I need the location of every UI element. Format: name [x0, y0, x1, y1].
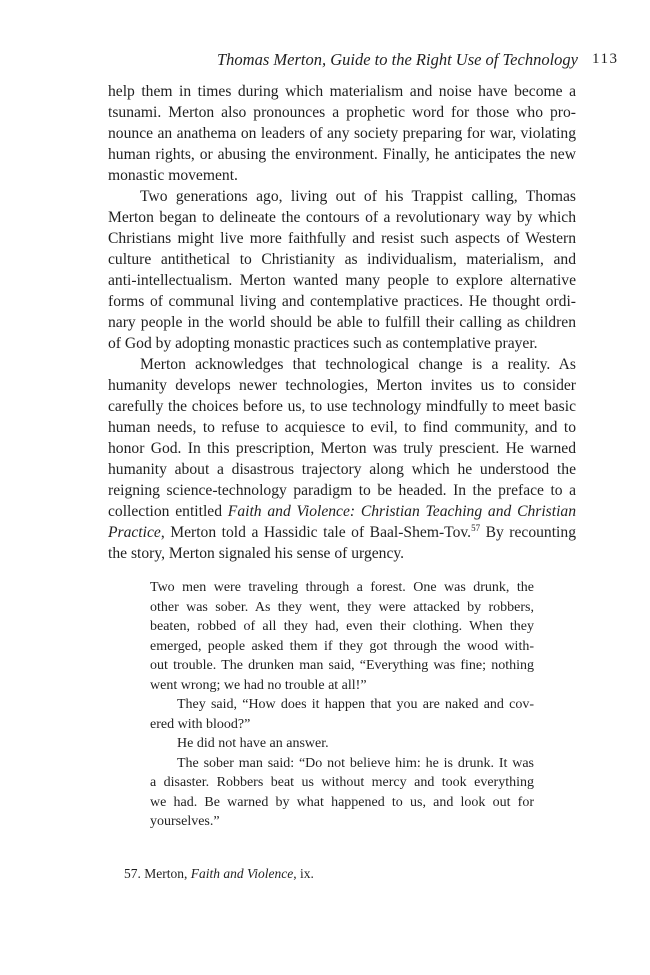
- text-line: of God by adopting monastic practices such as contemplative prayer.: [108, 335, 538, 352]
- page-number: 113: [592, 51, 619, 67]
- text-line: [108, 501, 576, 522]
- block-quote: [150, 578, 534, 832]
- text-line: [108, 522, 576, 543]
- book-title: Faith and Violence: Christian Teaching and Christian: [227, 503, 576, 520]
- quote-line: emerged, people asked them if they got through the wood with-: [150, 638, 534, 654]
- quote-line: we had. Be warned by what happened to us, and look out for: [150, 794, 534, 810]
- quote-line: ered with blood?”: [150, 716, 251, 732]
- quote-line: They said, “How does it happen that you are naked and cov-: [177, 697, 534, 712]
- quote-line: beaten, robbed of all they had, even their clothing. When they: [150, 619, 534, 634]
- quote-line: Two men were traveling through a forest. One was drunk, the: [150, 580, 534, 595]
- text-line: tsunami. Merton also pronounces a prophetic word for those who pro-: [108, 104, 576, 121]
- footnote: [124, 866, 314, 882]
- quote-line: a disaster. Robbers beat us without mercy and took everything: [150, 775, 534, 790]
- text-line: Christians might live more faithfully and resist such aspects of Western: [108, 230, 576, 247]
- quote-line: out trouble. The drunken man said, “Everything was fine; nothing: [150, 658, 534, 673]
- text-line: Merton began to delineate the contours of a revolutionary way by which: [108, 209, 576, 226]
- text-line: humanity develops newer technologies, Merton invites us to consider: [108, 377, 576, 394]
- text-line: nary people in the world should be able to fulfill their calling as children: [108, 314, 576, 331]
- main-text: [108, 81, 576, 564]
- text-line: honor God. In this prescription, Merton was truly prescient. He warned: [108, 440, 576, 457]
- running-head: [0, 50, 650, 72]
- quote-line: yourselves.”: [150, 814, 220, 829]
- text-line: human rights, or abusing the environment. Finally, he anticipates the new: [108, 146, 576, 163]
- running-title: Thomas Merton, Guide to the Right Use of Technology: [217, 50, 578, 69]
- text-run: By recounting: [480, 524, 576, 541]
- text-line: help them in times during which materialism and noise have become a: [108, 83, 576, 100]
- footnote-reference[interactable]: 57: [471, 523, 481, 533]
- text-run: , Merton told a Hassidic tale of Baal-Shem-Tov.: [160, 524, 472, 541]
- book-title: Practice: [108, 524, 161, 541]
- quote-line: The sober man said: “Do not believe him: he is drunk. It was: [177, 755, 534, 771]
- text-line: nounce an anathema on leaders of any society preparing for war, violating: [108, 125, 576, 142]
- footnote-author: Merton,: [144, 866, 188, 881]
- text-run: collection entitled: [108, 503, 228, 520]
- text-line: Merton acknowledges that technological change is a reality. As: [140, 356, 576, 373]
- footnote-number: 57.: [124, 866, 141, 881]
- text-line: reigning science-technology paradigm to be headed. In the preface to a: [108, 482, 576, 499]
- text-line: anti-intellectualism. Merton wanted many people to explore alternative: [108, 272, 576, 289]
- text-line: carefully the choices before us, to use technology mindfully to meet basic: [108, 398, 576, 415]
- footnote-title: Faith and Violence: [190, 866, 294, 881]
- quote-line: He did not have an answer.: [177, 736, 329, 751]
- text-line: the story, Merton signaled his sense of urgency.: [108, 545, 405, 562]
- text-line: humanity about a disastrous trajectory along which he understood the: [108, 461, 576, 478]
- text-line: human needs, to refuse to acquiesce to evil, to find community, and to: [108, 419, 576, 436]
- text-line: Two generations ago, living out of his Trappist calling, Thomas: [140, 188, 576, 205]
- quote-line: other was sober. As they went, they were attacked by robbers,: [150, 599, 534, 615]
- text-line: forms of communal living and contemplative practices. He thought ordi-: [108, 293, 576, 310]
- quote-line: went wrong; we had no trouble at all!”: [150, 677, 367, 693]
- footnote-locator: , ix.: [293, 866, 314, 881]
- text-line: culture antithetical to Christianity as individualism, materialism, and: [108, 251, 576, 268]
- text-line: monastic movement.: [108, 167, 238, 184]
